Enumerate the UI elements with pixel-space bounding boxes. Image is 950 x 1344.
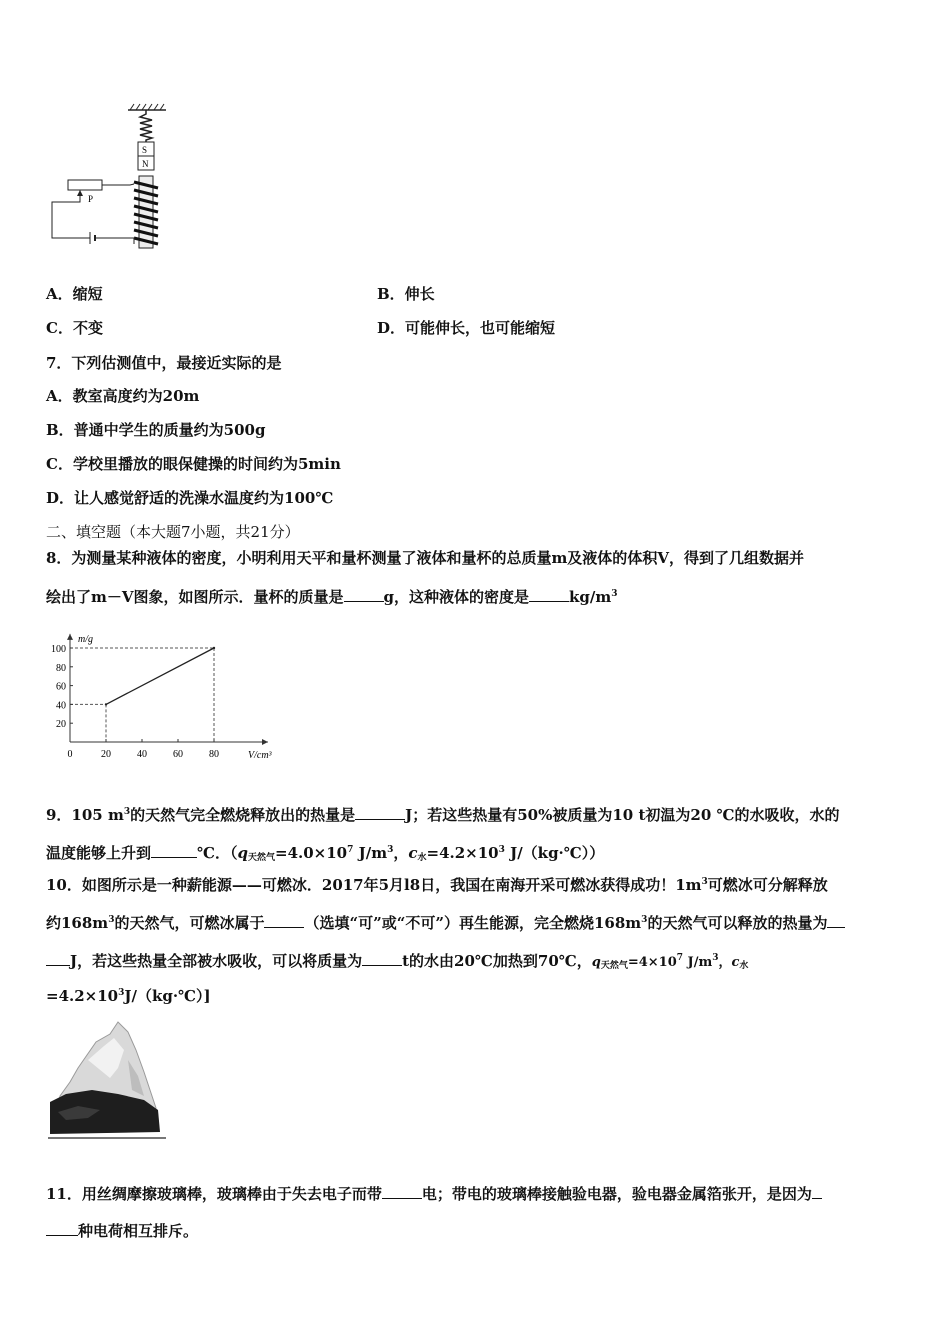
- q10-sup-3: 3: [641, 915, 648, 925]
- x-tick-label: 20: [101, 749, 111, 760]
- series-line: [106, 648, 214, 704]
- x-tick-label: 60: [173, 749, 183, 760]
- q10-c-sub: 水: [739, 961, 749, 971]
- q9-blank-heat[interactable]: [355, 804, 405, 820]
- x-axis-arrow: [262, 739, 268, 745]
- q11-blank-same-b[interactable]: [46, 1220, 78, 1236]
- q8-text-a: 绘出了m－V图象，如图所示．量杯的质量是: [46, 588, 344, 606]
- y-tick-label: 80: [56, 662, 66, 674]
- q11-blank-same-a[interactable]: [812, 1183, 822, 1199]
- q10-text-g: J，若这些热量全部被水吸收，可以将质量为: [70, 952, 363, 970]
- q10-line-1: [46, 875, 828, 895]
- q8-blank-density[interactable]: [529, 586, 569, 602]
- q9-q-exp: 7: [347, 845, 354, 855]
- q8-line-2: [46, 586, 618, 607]
- q10-text-c: 约168m: [46, 914, 109, 932]
- q10-blank-renewable[interactable]: [264, 912, 304, 928]
- q7-stem: 7．下列估测值中，最接近实际的是: [46, 354, 282, 372]
- q10-sep: ，: [718, 955, 732, 970]
- x-tick-label: 40: [137, 749, 147, 760]
- q10-line-2: [46, 912, 845, 933]
- q7-option-b: B．普通中学生的质量约为500g: [46, 421, 266, 439]
- pole-s-label: S: [142, 145, 148, 155]
- data-point: [213, 647, 215, 649]
- q7-option-d: D．让人感觉舒适的洗澡水温度约为100℃: [46, 489, 334, 507]
- q10-text-d: 的天然气，可燃冰属于: [114, 914, 265, 932]
- q11-text-b: 电；带电的玻璃棒接触验电器，验电器金属箔张开，是因为: [421, 1185, 812, 1203]
- q9-q-value: =4.0×10: [275, 844, 348, 862]
- q11-text-a: 11．用丝绸摩擦玻璃棒，玻璃棒由于失去电子而带: [46, 1185, 382, 1203]
- q9-line-2: [46, 842, 604, 863]
- q8-text-b: g，这种液体的密度是: [383, 588, 530, 606]
- q10-text-j: J/（kg·℃）]: [124, 987, 211, 1005]
- q10-q-unit: J/m: [683, 955, 713, 970]
- q6-option-b: B．伸长: [377, 285, 435, 303]
- x-tick-label: 0: [67, 749, 73, 760]
- q7-option-a: A．教室高度约为20m: [46, 387, 200, 405]
- q9-sup: 3: [123, 807, 131, 817]
- q9-blank-temp[interactable]: [151, 842, 197, 858]
- q9-sep: ，: [393, 844, 409, 862]
- q8-line-1: 8．为测量某种液体的密度，小明利用天平和量杯测量了液体和量杯的总质量m及液体的体积V，得到了几组数据并: [46, 549, 804, 567]
- q9-q-unit: J/m: [353, 844, 388, 862]
- q10-blank-water-mass[interactable]: [362, 950, 402, 966]
- q10-text-b: 可燃冰可分解释放: [707, 876, 828, 894]
- q9-text-b: 的天然气完全燃烧释放出的热量是: [130, 806, 356, 824]
- q10-q-unit-sup: 3: [712, 953, 719, 963]
- q9-text-e: ℃．（: [197, 844, 238, 862]
- y-tick-label: 20: [56, 719, 66, 731]
- q8-text-c: kg/m: [569, 588, 612, 606]
- x-axis-label: V/cm³: [248, 750, 272, 761]
- q6-option-d: D．可能伸长，也可能缩短: [377, 319, 556, 337]
- q10-text-h: t的水由20℃加热到70℃，: [402, 952, 592, 970]
- q8-blank-cup-mass[interactable]: [344, 586, 384, 602]
- q9-c-sub: 水: [417, 853, 427, 863]
- electromagnet-figure: [44, 102, 176, 252]
- q11-text-c: 种电荷相互排斥。: [78, 1222, 199, 1240]
- q11-line-2: [46, 1220, 198, 1241]
- q10-q-sub: 天然气: [600, 961, 628, 971]
- q10-line-3: [46, 950, 748, 973]
- data-point: [105, 703, 107, 705]
- q10-sup-4: 3: [118, 988, 125, 998]
- q7-option-c: C．学校里播放的眼保健操的时间约为5min: [46, 455, 341, 473]
- q10-c-symbol: c: [731, 955, 740, 970]
- q10-q-exp: 7: [676, 953, 684, 963]
- q9-q-symbol: q: [237, 844, 248, 862]
- q8-sup: 3: [611, 589, 618, 599]
- q10-sup-1: 3: [701, 877, 708, 887]
- q10-q-value: =4×10: [627, 955, 677, 970]
- q6-option-c: C．不变: [46, 319, 103, 337]
- y-tick-label: 40: [56, 700, 66, 712]
- q10-blank-heat-a[interactable]: [827, 912, 845, 928]
- m-v-chart: [44, 616, 304, 774]
- slider-p-label: P: [88, 194, 94, 204]
- q11-line-1: [46, 1183, 822, 1204]
- q10-text-i: =4.2×10: [46, 987, 119, 1005]
- y-tick-label: 60: [56, 681, 66, 693]
- q9-text-c: J；若这些热量有50%被质量为10 t初温为20 ℃的水吸收，水的: [405, 806, 840, 824]
- q10-text-a: 10．如图所示是一种薪能源——可燃冰．2017年5月l8日，我国在南海开采可燃冰获得成功！1m: [46, 876, 702, 894]
- q9-c-unit: J/（kg·℃））: [504, 844, 605, 862]
- q10-sup-2: 3: [108, 915, 115, 925]
- q10-blank-heat-b[interactable]: [46, 950, 70, 966]
- q11-blank-charge[interactable]: [382, 1183, 422, 1199]
- q6-option-a: A．缩短: [46, 285, 103, 303]
- pole-n-label: N: [142, 159, 149, 169]
- q9-text-a: 9．105 m: [46, 806, 124, 824]
- x-tick-label: 80: [209, 749, 219, 760]
- q10-q-symbol: q: [591, 955, 601, 970]
- q9-c-value: =4.2×10: [426, 844, 499, 862]
- q10-line-4: [46, 986, 211, 1006]
- q9-c-symbol: c: [408, 844, 418, 862]
- y-tick-label: 100: [51, 644, 66, 655]
- q9-q-sub: 天然气: [248, 853, 276, 863]
- combustible-ice-photo: [48, 1020, 166, 1144]
- q9-text-d: 温度能够上升到: [46, 844, 152, 862]
- q9-line-1: [46, 804, 839, 825]
- section-heading: 二、填空题（本大题7小题，共21分）: [46, 523, 300, 541]
- q9-c-exp: 3: [498, 845, 505, 855]
- q9-q-unit-sup: 3: [387, 845, 394, 855]
- q10-text-f: 的天然气可以释放的热量为: [647, 914, 828, 932]
- y-axis-label: m/g: [78, 633, 93, 645]
- y-axis-arrow: [67, 634, 73, 640]
- q10-text-e: （选填“可”或“不可”）再生能源，完全燃烧168m: [304, 914, 642, 932]
